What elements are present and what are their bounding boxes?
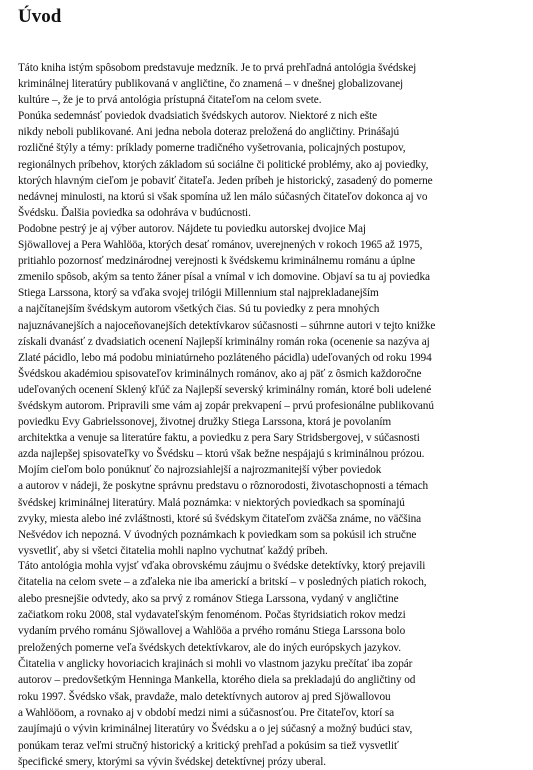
text-line: Táto antológia mohla vyjsť vďaka obrovskému záujmu o švédske detektívky, ktorý prejavili [18, 560, 426, 572]
text-line: ponúkam teraz veľmi stručný historický a kritický prehľad a pokúsim sa tiež vysvetliť [18, 739, 399, 752]
page-title: Úvod [18, 6, 62, 27]
text-line: a najčítanejším švédskym autorom všetkých čias. Sú tu poviedky z pera mnohých [18, 303, 380, 316]
text-line: vysvetliť, aby si všetci čitatelia mohli naplno vychutnať každý príbeh. [18, 544, 328, 557]
text-line: získali dvanásť z dvadsiatich ocenení Najlepší kriminálny román roka (ocenenie sa nazýva aj [18, 335, 430, 348]
text-line: a Wahlööom, a rovnako aj v období medzi nimi a súčasnosťou. Pre čitateľov, ktorí sa [18, 707, 395, 720]
text-line: rozličné štýly a témy: príklady pomerne tradičného vyšetrovania, policajných postupov, [18, 142, 406, 155]
text-line: Nešvédov ich nepozná. V úvodných poznámkach k poviedkam som sa pokúsil ich stručne [18, 528, 417, 541]
text-line: autorov – predovšetkým Henninga Mankella, ktorého diela sa prekladajú do angličtiny od [18, 674, 416, 687]
text-line: roku 1997. Švédsko však, pravdaže, malo detektívnych autorov aj pred Sjöwallovou [18, 690, 391, 703]
intro-text-block [18, 60, 530, 559]
text-line: poviedku Evy Gabrielssonovej, životnej družky Stiega Larssona, ktorá je povolaním [18, 416, 392, 429]
text-line: Mojím cieľom bolo ponúknuť čo najrozsiahlejší a najrozmanitejší výber poviedok [18, 464, 382, 477]
text-line: udeľovaných ocenení Sklený kľúč za Najlepší severský kriminálny román, ktoré boli udelené [18, 383, 432, 396]
text-line: preložených pomerne veľa švédskych detektívkarov, ale do iných európskych jazykov. [18, 641, 401, 654]
second-text-block [18, 558, 530, 770]
text-line: alebo presnejšie odvtedy, ako sa prvý z románov Stiega Larssona, vydaný v angličtine [18, 592, 399, 605]
text-line: zvyky, miesta alebo iné zvláštnosti, ktoré sú švédskym čitateľom zväčša známe, no väčšina [18, 512, 422, 525]
text-line: Podobne pestrý je aj výber autorov. Nájdete tu poviedku autorskej dvojice Maj [18, 222, 366, 235]
text-line: Čitatelia v anglicky hovoriacich krajinách si mohli vo vlastnom jazyku prečítať iba zopár [18, 658, 413, 671]
text-line: azda najlepšej spisovateľky vo Švédsku – ktorú však bežne nespájajú s kriminálnou prózou. [18, 448, 425, 461]
text-line: a autorov v nádeji, že poskytne správnu predstavu o rôznorodosti, životaschopnosti a témach [18, 480, 429, 493]
text-line: kultúre –, že je to prvá antológia prístupná čitateľom na celom svete. [18, 94, 322, 107]
text-line: pritiahlo pozornosť medzinárodnej verejnosti k švédskemu kriminálnemu románu a úplne [18, 255, 416, 268]
text-line: švédskej kriminálnej literatúry. Malá poznámka: v niektorých poviedkach sa spomínajú [18, 496, 405, 509]
text-line: švédskym autorom. Pripravili sme vám aj zopár prekvapení – prvú profesionálne publikovanú [18, 399, 434, 412]
text-line: Táto kniha istým spôsobom predstavuje medzník. Je to prvá prehľadná antológia švédskej [18, 62, 417, 74]
text-line: regionálnych príbehov, ktorých základom sú sociálne či politické problémy, ako aj poviedky, [18, 158, 429, 171]
text-line: Švédskou akadémiou spisovateľov kriminálnych románov, ako aj päť z ôsmich každoročne [18, 367, 422, 380]
text-line: čitatelia na celom svete – a zďaleka nie iba americkí a britskí – v posledných piatich rokoch, [18, 576, 427, 589]
text-line: Ponúka sedemnásť poviedok dvadsiatich švédskych autorov. Niektoré z nich ešte [18, 110, 378, 123]
text-line: Švédsku. Ďalšia poviedka sa odohráva v budúcnosti. [18, 206, 251, 219]
text-line: špecifické smery, ktorými sa vývin švédskej detektívnej prózy uberal. [18, 756, 326, 769]
text-line: Zlaté pácidlo, lebo má podobu miniatúrneho pozláteného pácidla) udeľovaných od roku 1994 [18, 351, 432, 364]
text-line: Sjöwallovej a Pera Wahlööa, ktorých desať románov, uverejnených v rokoch 1965 až 1975, [18, 239, 423, 252]
text-line: zaujímajú o vývin kriminálnej literatúry vo Švédsku a o jej súčasný a možný budúci stav, [18, 723, 413, 736]
text-line: kriminálnej literatúry publikovaná v angličtine, čo znamená – v dnešnej globalizovanej [18, 78, 404, 91]
text-line: vydaním prvého románu Sjöwallovej a Wahlööa a prvého románu Stiega Larssona bolo [18, 625, 406, 638]
text-line: architektka a venuje sa literatúre faktu, a poviedku z pera Sary Stridsbergovej, v súčasnosti [18, 432, 420, 445]
text-line: najuznávanejších a najoceňovanejších detektívkarov súčasnosti – súhrnne autori v tejto knižke [18, 319, 436, 332]
text-line: ktorých hlavným cieľom je pobaviť čitateľa. Jeden príbeh je historický, zasadený do pomerne [18, 174, 433, 187]
text-line: zmenilo spôsob, akým sa tento žáner písal a vnímal v ich domovine. Objaví sa tu aj poviedka [18, 271, 430, 284]
text-line: nikdy neboli publikované. Ani jedna nebola doteraz preložená do angličtiny. Prinášajú [18, 126, 400, 139]
text-line: začiatkom roku 2008, stal vydavateľským fenoménom. Počas štyridsiatich rokov medzi [18, 609, 406, 622]
text-line: Stiega Larssona, ktorý sa vďaka svojej trilógii Millennium stal najprekladanejším [18, 287, 379, 300]
text-line: nedávnej minulosti, na ktorú si však spomína už len málo súčasných čitateľov dokonca aj vo [18, 190, 428, 203]
